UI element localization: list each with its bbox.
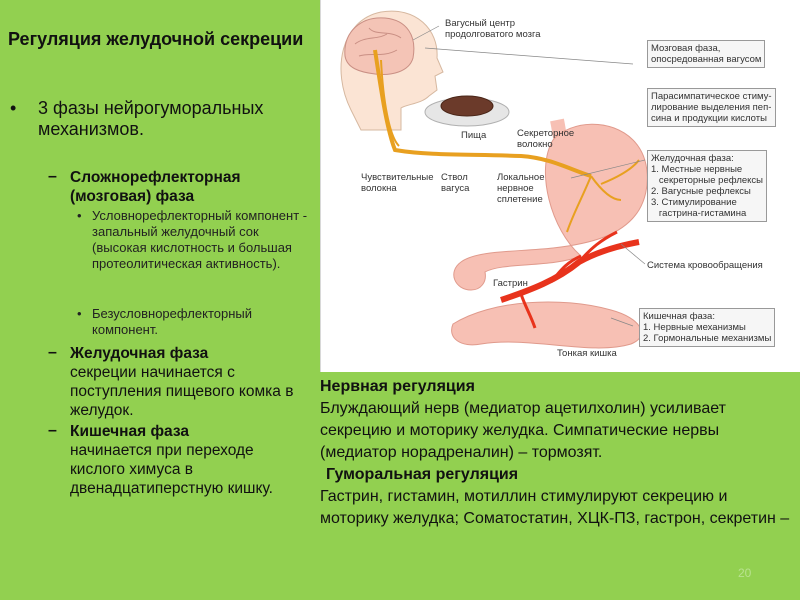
dash-marker: – bbox=[48, 168, 57, 185]
dot-marker: • bbox=[77, 306, 82, 321]
nervous-regulation-text: Блуждающий нерв (медиатор ацетилхолин) усиливает секрецию и моторику желудка. Симпатические нервы (медиатор норадреналин) – тормозят. bbox=[320, 400, 726, 461]
phase-cephalic bbox=[50, 168, 312, 206]
phase-intestinal-body: начинается при переходе кислого химуса в двенадцатиперстную кишку. bbox=[70, 442, 273, 497]
phase-gastric-body: секреции начинается с поступления пищевого комка в желудок. bbox=[70, 364, 294, 419]
humoral-regulation-title: Гуморальная регуляция bbox=[326, 466, 519, 483]
label-vagus-trunk: Ствол вагуса bbox=[441, 172, 470, 194]
phase-cephalic-title: Сложнорефлекторная (мозговая) фаза bbox=[70, 169, 241, 205]
box-brain-phase: Мозговая фаза, опосредованная вагусом bbox=[647, 40, 765, 68]
intro-text: 3 фазы нейрогуморальных механизмов. bbox=[38, 98, 264, 139]
sub-text: Условнорефлекторный компонент - запальный желудочный сок (высокая кислотность и большая протеолитическая активность). bbox=[92, 208, 308, 271]
anatomy-figure bbox=[320, 0, 800, 372]
label-food: Пища bbox=[461, 130, 487, 141]
phase-gastric-title: Желудочная фаза bbox=[70, 345, 209, 362]
phase-intestinal bbox=[50, 422, 312, 498]
intestine-shape bbox=[452, 302, 642, 348]
label-gastrin: Гастрин bbox=[493, 278, 528, 289]
phase-intestinal-title: Кишечная фаза bbox=[70, 423, 189, 440]
label-circulation: Система кровообращения bbox=[647, 260, 763, 271]
regulation-text bbox=[320, 376, 796, 530]
box-parasympathetic: Парасимпатическое стиму- лирование выделения пеп- сина и продукции кислоты bbox=[647, 88, 776, 127]
sub-text: Безусловнорефлекторный компонент. bbox=[92, 306, 252, 337]
label-local-plexus: Локальное нервное сплетение bbox=[497, 172, 545, 205]
label-secretory-fiber: Секреторное волокно bbox=[517, 128, 575, 150]
box-intestinal-phase: Кишечная фаза: 1. Нервные механизмы 2. Гормональные механизмы bbox=[639, 308, 775, 347]
label-vagus-center: Вагусный центр продолговатого мозга bbox=[445, 18, 541, 40]
bullet-marker: • bbox=[10, 98, 17, 118]
page-number: 20 bbox=[738, 566, 752, 580]
label-sensory-fibers: Чувствительные волокна bbox=[361, 172, 434, 194]
dash-marker: – bbox=[48, 422, 57, 439]
box-gastric-phase: Желудочная фаза: 1. Местные нервные секреторные рефлексы 2. Вагусные рефлексы 3. Стимулирование гастрина-гистамина bbox=[647, 150, 767, 222]
nervous-regulation-title: Нервная регуляция bbox=[320, 378, 475, 395]
label-small-intestine: Тонкая кишка bbox=[557, 348, 617, 359]
dot-marker: • bbox=[77, 208, 82, 223]
dash-marker: – bbox=[48, 344, 57, 361]
phase-gastric bbox=[50, 344, 312, 420]
slide-title: Регуляция желудочной секреции bbox=[8, 29, 304, 49]
phase-cephalic-sub-2 bbox=[77, 306, 310, 338]
humoral-regulation-text: Гастрин, гистамин, мотиллин стимулируют секрецию и моторику желудка; Соматостатин, ХЦК-ПЗ, гастрон, секретин – bbox=[320, 488, 790, 527]
left-text-panel bbox=[0, 0, 316, 600]
food-shape bbox=[441, 96, 493, 116]
phase-cephalic-sub-1 bbox=[77, 208, 310, 272]
